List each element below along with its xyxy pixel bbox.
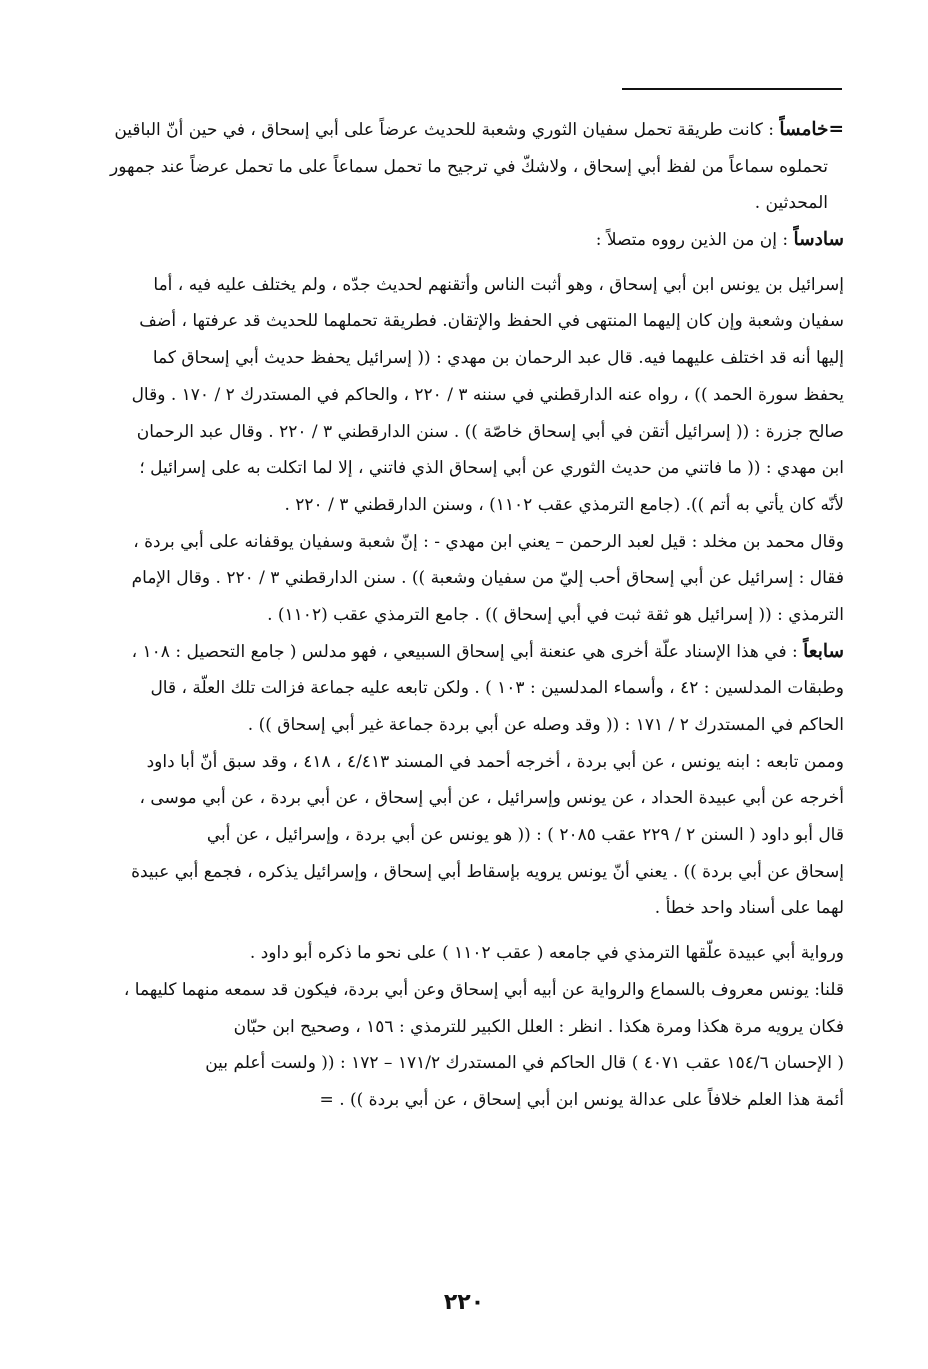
item6-intro: : إن من الذين رووه متصلاً : bbox=[595, 230, 789, 251]
item6-line-1: إسرائيل بن يونس ابن أبي إسحاق ، وهو أثبت الناس وأتقنهم لحديث جدّه ، ولم يختلف عليه فيه ، أما bbox=[153, 274, 844, 295]
item6-line-5: صالح جزرة : (( إسرائيل أتقن في أبي إسحاق خاصّة )) . سنن الدارقطني ٣ / ٢٢٠ . وقال عبد الرحمان bbox=[136, 421, 844, 442]
item7-intro: : في هذا الإسناد علّة أخرى هي عنعنة أبي إسحاق السبيعي ، فهو مدلس ( جامع التحصيل : ١٠٨ ، bbox=[131, 641, 798, 662]
item5-first-line bbox=[74, 112, 844, 149]
qulna-line-4: أئمة هذا العلم خلافاً على عدالة يونس ابن أبي إسحاق ، عن أبي بردة )) . = bbox=[319, 1089, 844, 1110]
footnote-body bbox=[74, 112, 844, 1119]
item7-line-2: وطبقات المدلسين : ٤٢ ، وأسماء المدلسين : ١٠٣ ) . ولكن تابعه عليه جماعة فزالت تلك العلّة ، قال bbox=[150, 678, 844, 699]
item6-line-3: إليها أنه قد اختلف عليهما فيه. قال عبد الرحمان بن مهدي : (( إسرائيل يحفظ حديث أبي إسحاق كما bbox=[152, 348, 844, 369]
followers-line-5: لهما على أسناد واحد خطأ . bbox=[654, 898, 844, 919]
followers-line-2: أخرجه عن أبي عبيدة الحداد ، عن يونس وإسرائيل ، عن أبي إسحاق ، عن أبي بردة ، عن أبي موسى ، bbox=[139, 788, 844, 809]
item5-label: =خامساً bbox=[779, 119, 844, 140]
item5-line-1: : كانت طريقة تحمل سفيان الثوري وشعبة للحديث عرضاً على أبي إسحاق ، في حين أنّ الباقين bbox=[114, 120, 774, 140]
followers-line-3: قال أبو داود ( السنن ٢ / ٢٢٩ عقب ٢٠٨٥ ) : (( هو يونس عن أبي بردة ، وإسرائيل ، عن أبي bbox=[206, 825, 844, 846]
khalad-line-3: الترمذي : (( إسرائيل هو ثقة ثبت في أبي إسحاق )) . جامع الترمذي عقب (١١٠٢) . bbox=[267, 604, 844, 625]
qulna-line-2: فكان يرويه مرة هكذا ومرة هكذا . انظر : العلل الكبير للترمذي : ١٥٦ ، وصحيح ابن حبّان bbox=[233, 1016, 844, 1037]
item6-line-2: سفيان وشعبة وإن كان إليهما المنتهى في الحفظ والإتقان. فطريقة تحملهما للحديث قد عرفتها ، أضف bbox=[139, 311, 844, 332]
item6-line-7: لأنّه كان يأتي به أتم )). (جامع الترمذي عقب ١١٠٢) ، وسنن الدارقطني ٣ / ٢٢٠ . bbox=[284, 494, 844, 515]
followers-line-1: وممن تابعه : ابنه يونس ، عن أبي بردة ، أخرجه أحمد في المسند ٤/٤١٣ ، ٤١٨ ، وقد سبق أنّ أبا داود bbox=[146, 751, 844, 772]
item7-line-3: الحاكم في المستدرك ٢ / ١٧١ : (( وقد وصله عن أبي بردة جماعة غير أبي إسحاق )) . bbox=[247, 715, 844, 735]
page-number: ٢٢٠ bbox=[443, 1290, 485, 1315]
followers-line-4: إسحاق عن أبي بردة )) . يعني أنّ يونس يرويه بإسقاط أبي إسحاق ، وإسرائيل يذكره ، فجمع أبي عبيدة bbox=[131, 861, 844, 882]
item6-line-6: ابن مهدي : (( ما فاتني من حديث الثوري عن أبي إسحاق الذي فاتني ، إلا لما اتكلت به على إسرائيل ؛ bbox=[139, 458, 844, 479]
item6-first-line bbox=[74, 222, 844, 259]
qulna-line-3: ( الإحسان ١٥٤/٦ عقب ٤٠٧١ ) قال الحاكم في المستدرك ١٧١/٢ – ١٧٢ : (( ولست أعلم بين bbox=[205, 1053, 844, 1074]
item7-label: سابعاً bbox=[803, 640, 844, 662]
item5-line-3: المحدثين . bbox=[754, 193, 828, 214]
item5-line-2: تحملوه سماعاً من لفظ أبي إسحاق ، ولاشكّ في ترجيح ما تحمل سماعاً على ما تحمل عرضاً عند جمهور bbox=[110, 156, 828, 177]
khalad-line-2: فقال : إسرائيل عن أبي إسحاق أحب إليّ من سفيان وشعبة )) . سنن الدارقطني ٣ / ٢٢٠ . وقال الإمام bbox=[131, 568, 844, 589]
item6-line-4: يحفظ سورة الحمد )) ، رواه عنه الدارقطني في سننه ٣ / ٢٢٠ ، والحاكم في المستدرك ٢ / ١٧٠ . وقال bbox=[131, 384, 844, 405]
qulna-line-1: قلنا: يونس معروف بالسماع والرواية عن أبيه أبي إسحاق وعن أبي بردة، فيكون قد سمعه منهما كليهما ، bbox=[123, 979, 844, 1000]
tirmidhi-line: ورواية أبي عبيدة علّقها الترمذي في جامعه ( عقب ١١٠٢ ) على نحو ما ذكره أبو داود . bbox=[249, 943, 844, 964]
item7-first-line bbox=[74, 634, 844, 671]
khalad-line-1: وقال محمد بن مخلد : قيل لعبد الرحمن – يعني ابن مهدي - : إنّ شعبة وسفيان يوقفانه على أبي بردة ، bbox=[133, 531, 844, 552]
footnote-separator-rule bbox=[622, 88, 842, 90]
item6-label: سادساً bbox=[793, 229, 844, 251]
